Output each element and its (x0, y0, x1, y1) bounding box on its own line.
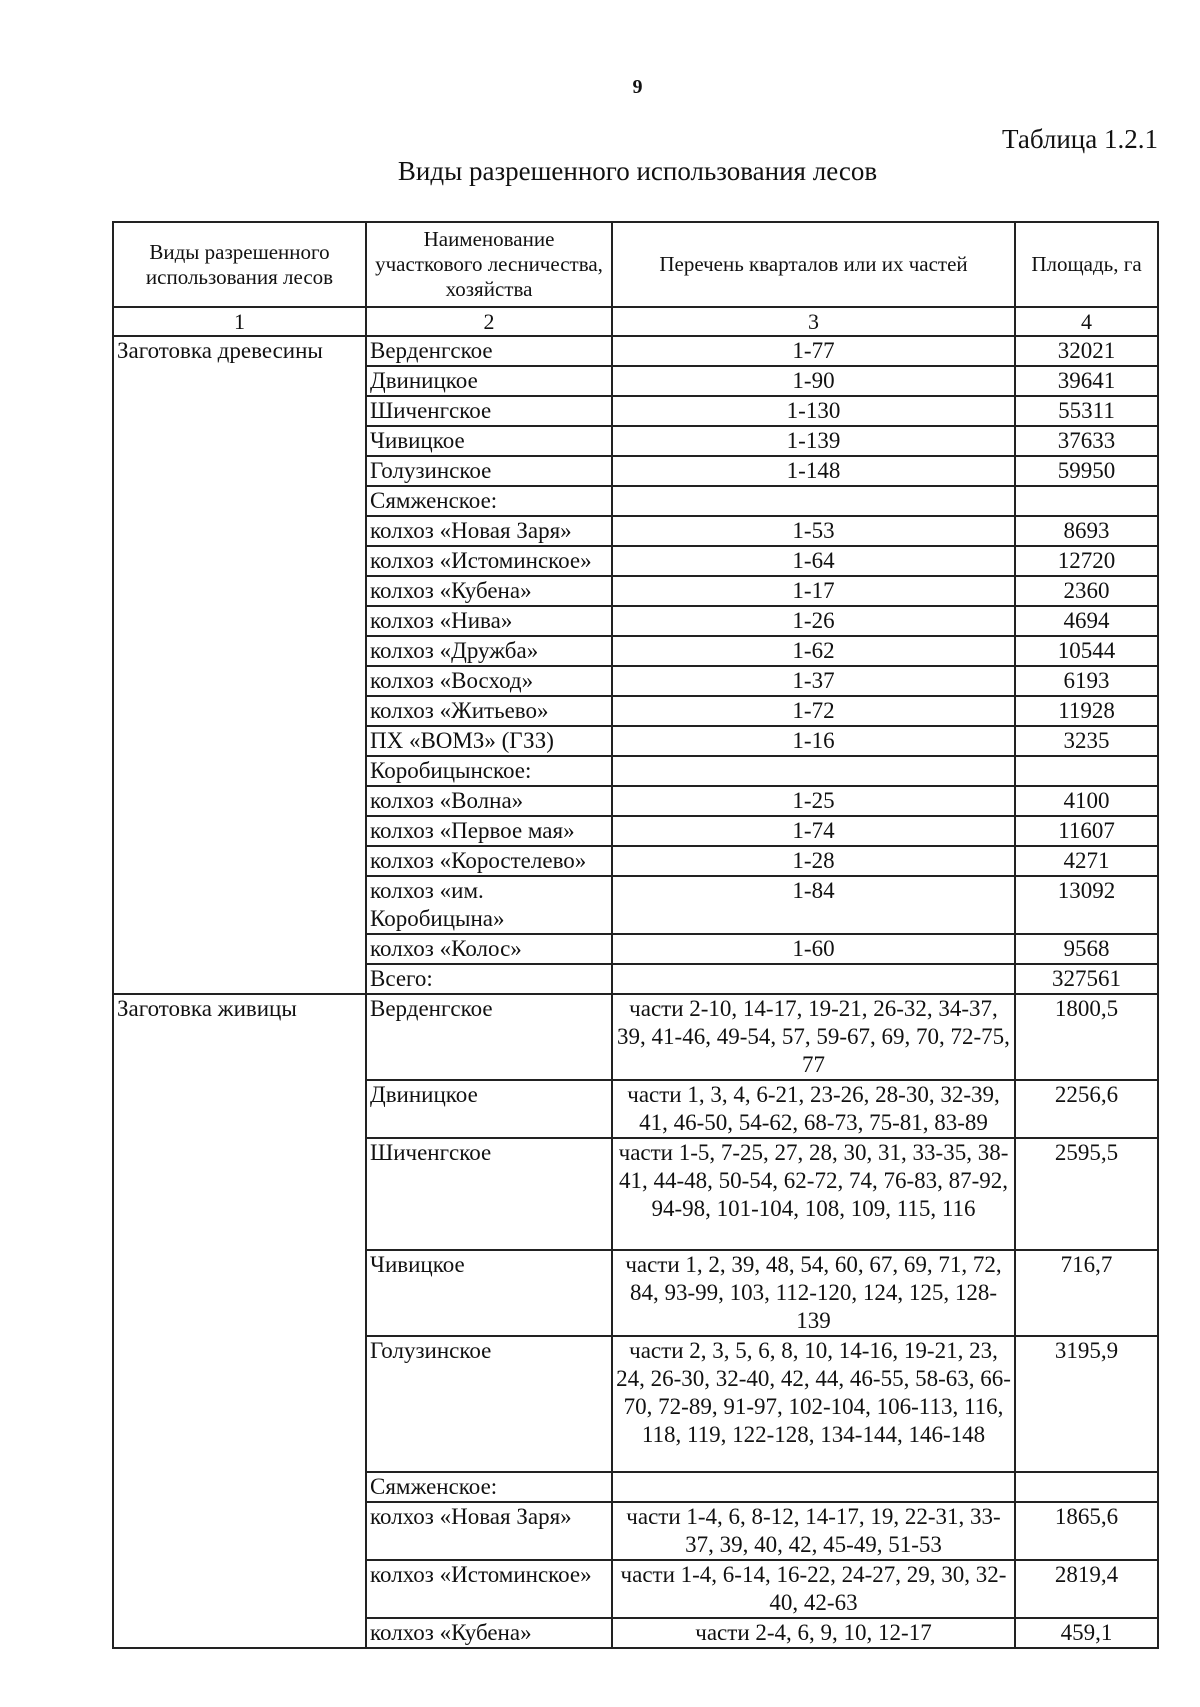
quarters-list-cell: 1-26 (612, 606, 1015, 636)
quarters-list-cell: части 1-4, 6, 8-12, 14-17, 19, 22-31, 33-37, 39, 40, 42, 45-49, 51-53 (612, 1502, 1015, 1560)
quarters-list-cell: 1-130 (612, 396, 1015, 426)
quarters-list-cell: 1-90 (612, 366, 1015, 396)
area-cell: 2595,5 (1015, 1138, 1158, 1250)
forestry-name-cell: колхоз «Восход» (366, 666, 612, 696)
header-use-type: Виды разрешенного использования лесов (113, 222, 366, 307)
forestry-name-cell: колхоз «Истоминское» (366, 1560, 612, 1618)
quarters-list-cell: 1-77 (612, 336, 1015, 366)
area-cell: 1800,5 (1015, 994, 1158, 1080)
table-body (113, 336, 1158, 1648)
forestry-name-cell: колхоз «Нива» (366, 606, 612, 636)
quarters-list-cell: 1-72 (612, 696, 1015, 726)
forestry-name-cell: колхоз «Кубена» (366, 1618, 612, 1648)
area-cell: 3235 (1015, 726, 1158, 756)
column-number: 4 (1015, 307, 1158, 336)
quarters-list-cell: 1-53 (612, 516, 1015, 546)
area-cell: 11928 (1015, 696, 1158, 726)
area-cell: 4100 (1015, 786, 1158, 816)
forestry-name-cell: Коробицынское: (366, 756, 612, 786)
header-forestry-name: Наименование участкового лесничества, хозяйства (366, 222, 612, 307)
area-cell: 2819,4 (1015, 1560, 1158, 1618)
quarters-list-cell (612, 486, 1015, 516)
forestry-name-cell: колхоз «Первое мая» (366, 816, 612, 846)
quarters-list-cell: части 1, 2, 39, 48, 54, 60, 67, 69, 71, 72, 84, 93-99, 103, 112-120, 124, 125, 128-139 (612, 1250, 1015, 1336)
area-cell: 9568 (1015, 934, 1158, 964)
quarters-list-cell: части 2-4, 6, 9, 10, 12-17 (612, 1618, 1015, 1648)
quarters-list-cell: 1-25 (612, 786, 1015, 816)
table-row (113, 336, 1158, 366)
forestry-name-cell: Сямженское: (366, 1472, 612, 1502)
column-number: 2 (366, 307, 612, 336)
area-cell: 55311 (1015, 396, 1158, 426)
table-row (113, 994, 1158, 1080)
quarters-list-cell: 1-64 (612, 546, 1015, 576)
quarters-list-cell: 1-74 (612, 816, 1015, 846)
forestry-name-cell: Голузинское (366, 456, 612, 486)
area-cell: 13092 (1015, 876, 1158, 934)
forestry-name-cell: Верденгское (366, 336, 612, 366)
quarters-list-cell (612, 756, 1015, 786)
table-title: Виды разрешенного использования лесов (397, 156, 878, 186)
quarters-list-cell: 1-148 (612, 456, 1015, 486)
column-number: 1 (113, 307, 366, 336)
area-cell (1015, 1472, 1158, 1502)
forestry-name-cell: Сямженское: (366, 486, 612, 516)
forestry-name-cell: колхоз «Житьево» (366, 696, 612, 726)
area-cell: 6193 (1015, 666, 1158, 696)
column-number: 3 (612, 307, 1015, 336)
quarters-list-cell (612, 964, 1015, 994)
use-type-cell: Заготовка древесины (113, 336, 366, 994)
header-quarters-list: Перечень кварталов или их частей (612, 222, 1015, 307)
forestry-name-cell: колхоз «Истоминское» (366, 546, 612, 576)
area-cell: 2256,6 (1015, 1080, 1158, 1138)
forestry-name-cell: Шиченгское (366, 396, 612, 426)
area-cell: 2360 (1015, 576, 1158, 606)
forestry-name-cell: колхоз «Кубена» (366, 576, 612, 606)
forestry-name-cell: Двиницкое (366, 1080, 612, 1138)
page-number: 9 (632, 76, 643, 98)
area-cell: 59950 (1015, 456, 1158, 486)
area-cell: 716,7 (1015, 1250, 1158, 1336)
area-cell: 327561 (1015, 964, 1158, 994)
area-cell: 32021 (1015, 336, 1158, 366)
forestry-name-cell: колхоз «Колос» (366, 934, 612, 964)
quarters-list-cell: 1-17 (612, 576, 1015, 606)
use-type-cell: Заготовка живицы (113, 994, 366, 1648)
quarters-list-cell: 1-37 (612, 666, 1015, 696)
quarters-list-cell: 1-60 (612, 934, 1015, 964)
quarters-list-cell: 1-28 (612, 846, 1015, 876)
area-cell: 3195,9 (1015, 1336, 1158, 1472)
area-cell: 8693 (1015, 516, 1158, 546)
header-area: Площадь, га (1015, 222, 1158, 307)
area-cell: 459,1 (1015, 1618, 1158, 1648)
table-number: Таблица 1.2.1 (1002, 124, 1158, 154)
area-cell: 4694 (1015, 606, 1158, 636)
area-cell: 39641 (1015, 366, 1158, 396)
quarters-list-cell: 1-84 (612, 876, 1015, 934)
quarters-list-cell: 1-16 (612, 726, 1015, 756)
area-cell: 10544 (1015, 636, 1158, 666)
forestry-name-cell: колхоз «Волна» (366, 786, 612, 816)
area-cell: 12720 (1015, 546, 1158, 576)
area-cell: 37633 (1015, 426, 1158, 456)
forestry-name-cell: колхоз «им. Коробицына» (366, 876, 612, 934)
forestry-name-cell: Чивицкое (366, 1250, 612, 1336)
forest-use-table (112, 221, 1159, 1649)
area-cell: 4271 (1015, 846, 1158, 876)
forestry-name-cell: Всего: (366, 964, 612, 994)
forestry-name-cell: Голузинское (366, 1336, 612, 1472)
area-cell: 11607 (1015, 816, 1158, 846)
quarters-list-cell (612, 1472, 1015, 1502)
area-cell (1015, 756, 1158, 786)
quarters-list-cell: части 2-10, 14-17, 19-21, 26-32, 34-37, 39, 41-46, 49-54, 57, 59-67, 69, 70, 72-75, 77 (612, 994, 1015, 1080)
forestry-name-cell: Двиницкое (366, 366, 612, 396)
quarters-list-cell: части 2, 3, 5, 6, 8, 10, 14-16, 19-21, 23, 24, 26-30, 32-40, 42, 44, 46-55, 58-63, 66-70, 72-89, 91-97, 102-104, 106-113, 116, 118, 119, 122-128, 134-144, 146-148 (612, 1336, 1015, 1472)
forestry-name-cell: Верденгское (366, 994, 612, 1080)
forestry-name-cell: колхоз «Новая Заря» (366, 516, 612, 546)
forestry-name-cell: колхоз «Дружба» (366, 636, 612, 666)
quarters-list-cell: части 1-5, 7-25, 27, 28, 30, 31, 33-35, 38-41, 44-48, 50-54, 62-72, 74, 76-83, 87-92, 94-98, 101-104, 108, 109, 115, 116 (612, 1138, 1015, 1250)
area-cell (1015, 486, 1158, 516)
forestry-name-cell: ПХ «ВОМЗ» (ГЗЗ) (366, 726, 612, 756)
forestry-name-cell: колхоз «Новая Заря» (366, 1502, 612, 1560)
forestry-name-cell: Шиченгское (366, 1138, 612, 1250)
quarters-list-cell: части 1-4, 6-14, 16-22, 24-27, 29, 30, 32-40, 42-63 (612, 1560, 1015, 1618)
quarters-list-cell: 1-139 (612, 426, 1015, 456)
quarters-list-cell: части 1, 3, 4, 6-21, 23-26, 28-30, 32-39, 41, 46-50, 54-62, 68-73, 75-81, 83-89 (612, 1080, 1015, 1138)
quarters-list-cell: 1-62 (612, 636, 1015, 666)
forestry-name-cell: Чивицкое (366, 426, 612, 456)
area-cell: 1865,6 (1015, 1502, 1158, 1560)
forestry-name-cell: колхоз «Коростелево» (366, 846, 612, 876)
